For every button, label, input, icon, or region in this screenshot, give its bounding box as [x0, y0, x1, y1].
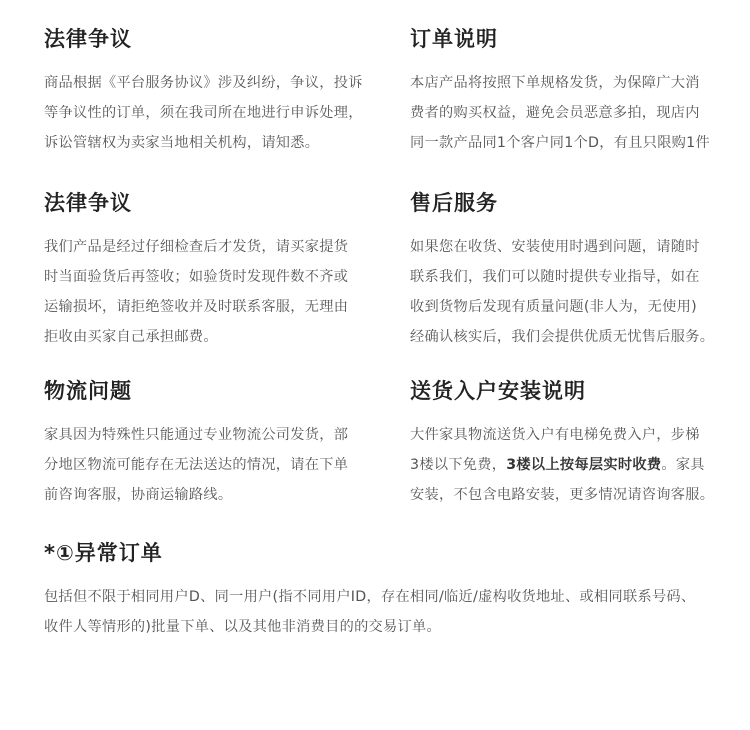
section-body [410, 232, 740, 352]
body-line: 前咨询客服，协商运输路线。 [44, 487, 233, 503]
section-abnormal-order [44, 538, 724, 642]
section-body [410, 68, 740, 158]
section-after-sales [410, 188, 740, 352]
section-body [44, 420, 374, 510]
section-order-note [410, 24, 740, 158]
body-line: 经确认核实后，我们会提供优质无忧售后服务。 [410, 329, 715, 345]
body-line: 家具因为特殊性只能通过专业物流公司发货，部 [44, 427, 349, 443]
section-title: 法律争议 [44, 191, 132, 215]
body-text: 。家具 [661, 457, 705, 473]
body-line: 如果您在收货、安装使用时遇到问题，请随时 [410, 239, 700, 255]
body-line: 等争议性的订单，须在我司所在地进行申诉处理， [44, 105, 363, 121]
section-logistics [44, 376, 374, 510]
body-line: 同一款产品同1个客户同1个D，有且只限购1件 [410, 135, 710, 151]
section-legal-dispute-2 [44, 188, 374, 352]
section-body [44, 68, 374, 158]
section-title: 订单说明 [410, 27, 498, 51]
section-body [44, 232, 374, 352]
body-line: 诉讼管辖权为卖家当地相关机构，请知悉。 [44, 135, 320, 151]
body-line: 商品根据《平台服务协议》涉及纠纷，争议，投诉 [44, 75, 363, 91]
section-title: 物流问题 [44, 379, 132, 403]
body-line: 大件家具物流送货入户有电梯免费入户，步梯 [410, 427, 700, 443]
body-line: 本店产品将按照下单规格发货，为保障广大消 [410, 75, 700, 91]
body-line: 安装，不包含电路安装，更多情况请咨询客服。 [410, 487, 715, 503]
section-legal-dispute-1 [44, 24, 374, 158]
section-title: 法律争议 [44, 27, 132, 51]
body-line: 包括但不限于相同用户D、同一用户(指不同用户ID，存在相同/临近/虚构收货地址、或相同联系号码、 [44, 589, 696, 605]
body-line: 费者的购买权益，避免会员恶意多拍，现店内 [410, 105, 700, 121]
section-title: 送货入户安装说明 [410, 379, 586, 403]
section-body [410, 420, 740, 510]
body-line: 收到货物后发现有质量问题(非人为，无使用) [410, 299, 697, 315]
body-line: 联系我们，我们可以随时提供专业指导，如在 [410, 269, 700, 285]
body-line [410, 450, 740, 480]
body-line: 收件人等情形的)批量下单、以及其他非消费目的的交易订单。 [44, 619, 441, 635]
body-line: 时当面验货后再签收；如验货时发现件数不齐或 [44, 269, 349, 285]
body-line: 我们产品是经过仔细检查后才发货，请买家提货 [44, 239, 349, 255]
body-text: 3楼以下免费， [410, 457, 507, 473]
body-line: 拒收由买家自己承担邮费。 [44, 329, 218, 345]
section-delivery-install [410, 376, 740, 510]
section-title: *①异常订单 [44, 541, 163, 565]
section-title: 售后服务 [410, 191, 498, 215]
section-body [44, 582, 724, 642]
emphasized-text: 3楼以上按每层实时收费 [506, 457, 662, 473]
body-line: 分地区物流可能存在无法送达的情况，请在下单 [44, 457, 349, 473]
body-line: 运输损坏，请拒绝签收并及时联系客服，无理由 [44, 299, 349, 315]
